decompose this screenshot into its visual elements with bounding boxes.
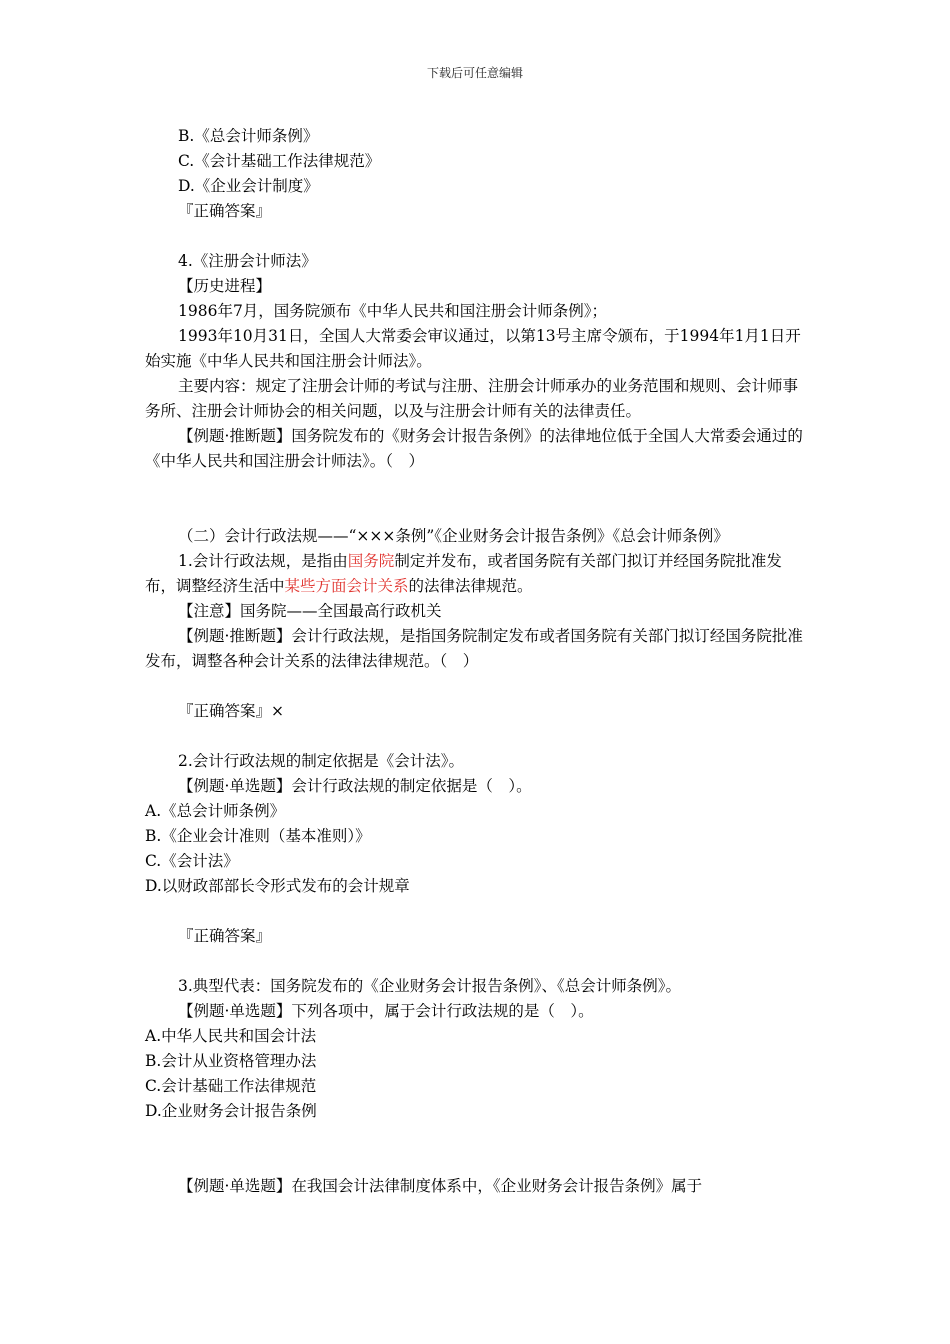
option-c: C.《会计基础工作法律规范》 [178, 152, 381, 170]
option-a: A.《总会计师条例》 [145, 802, 286, 820]
section-heading: （二）会计行政法规——“×××条例”《企业财务会计报告条例》《总会计师条例》 [178, 527, 729, 545]
option-d: D.企业财务会计报告条例 [145, 1102, 317, 1120]
answer-label: 『正确答案』 [178, 202, 272, 220]
highlight-text: 某些方面会计关系 [284, 577, 409, 595]
definition-paragraph: 1.会计行政法规，是指由国务院制定并发布，或者国务院有关部门拟订并经国务院批准发布，调整经济生活中某些方面会计关系的法律法律规范。 [145, 552, 782, 595]
content-paragraph: 主要内容：规定了注册会计师的考试与注册、注册会计师承办的业务范围和规则、会计师事务所、注册会计师协会的相关问题，以及与注册会计师有关的法律责任。 [145, 377, 799, 420]
highlight-text: 国务院 [347, 552, 395, 570]
option-d: D.以财政部部长令形式发布的会计规章 [145, 877, 410, 895]
answer-label: 『正确答案』× [178, 702, 284, 720]
example-question: 【例题·推断题】会计行政法规，是指国务院制定发布或者国务院有关部门拟订经国务院批准发布，调整各种会计关系的法律法律规范。（ ） [145, 627, 803, 670]
basis-paragraph: 2.会计行政法规的制定依据是《会计法》。 [178, 752, 465, 770]
option-b: B.《总会计师条例》 [178, 127, 319, 145]
example-question: 【例题·单选题】下列各项中，属于会计行政法规的是（ ）。 [178, 1002, 594, 1020]
history-label: 【历史进程】 [178, 277, 272, 295]
typical-paragraph: 3.典型代表：国务院发布的《企业财务会计报告条例》、《总会计师条例》。 [178, 977, 682, 995]
option-c: C.《会计法》 [145, 852, 239, 870]
example-question: 【例题·推断题】国务院发布的《财务会计报告条例》的法律地位低于全国人大常委会通过的《中华人民共和国注册会计师法》。（ ） [145, 427, 803, 470]
option-c: C.会计基础工作法律规范 [145, 1077, 317, 1095]
note: 【注意】国务院——全国最高行政机关 [178, 602, 442, 620]
section-title: 4.《注册会计师法》 [178, 252, 317, 270]
answer-label: 『正确答案』 [178, 927, 272, 945]
example-question: 【例题·单选题】会计行政法规的制定依据是（ ）。 [178, 777, 532, 795]
example-question: 【例题·单选题】在我国会计法律制度体系中，《企业财务会计报告条例》属于 [178, 1177, 703, 1195]
option-d: D.《企业会计制度》 [178, 177, 319, 195]
page-header: 下载后可任意编辑 [426, 66, 523, 80]
option-b: B.会计从业资格管理办法 [145, 1052, 317, 1070]
history-item: 1993年10月31日，全国人大常委会审议通过，以第13号主席令颁布，于1994年1月1日开始实施《中华人民共和国注册会计师法》。 [145, 327, 801, 370]
option-a: A.中华人民共和国会计法 [145, 1027, 317, 1045]
history-item: 1986年7月，国务院颁布《中华人民共和国注册会计师条例》； [178, 302, 608, 320]
document-body [145, 124, 805, 1199]
option-b: B.《企业会计准则（基本准则）》 [145, 827, 371, 845]
